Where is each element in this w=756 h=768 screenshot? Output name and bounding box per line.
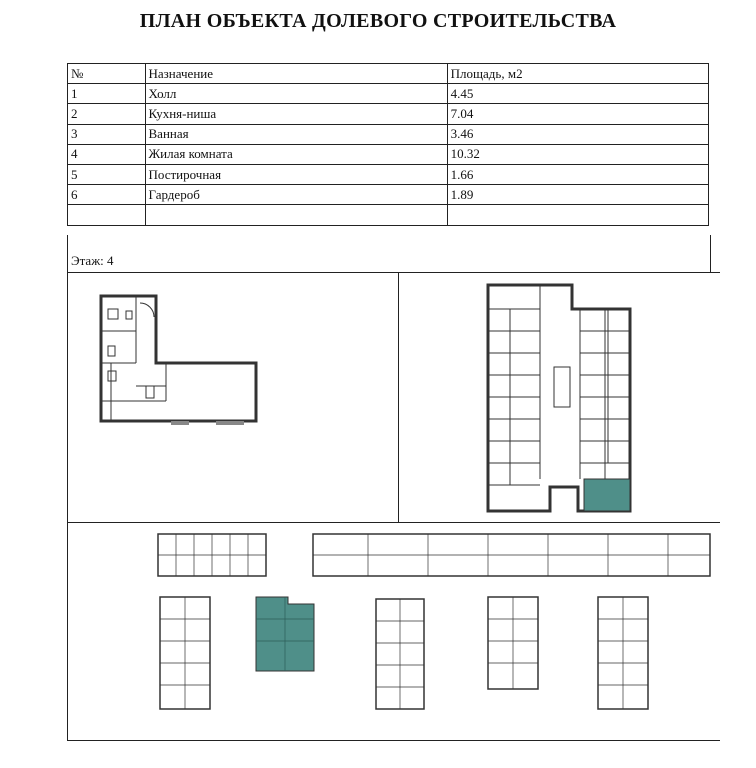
row-area: 7.04 bbox=[447, 104, 708, 124]
floor-box bbox=[67, 235, 711, 273]
apartment-plan bbox=[96, 291, 286, 431]
table-header-row bbox=[68, 64, 709, 84]
row-num: 1 bbox=[68, 84, 146, 104]
row-area: 4.45 bbox=[447, 84, 708, 104]
header-num: № bbox=[68, 64, 146, 84]
row-area: 10.32 bbox=[447, 144, 708, 164]
row-area: 1.66 bbox=[447, 164, 708, 184]
table-row bbox=[68, 84, 709, 104]
row-area: 3.46 bbox=[447, 124, 708, 144]
header-name: Назначение bbox=[145, 64, 447, 84]
floor-label: Этаж: 4 bbox=[71, 253, 114, 268]
row-name: Холл bbox=[145, 84, 447, 104]
page-title: ПЛАН ОБЪЕКТА ДОЛЕВОГО СТРОИТЕЛЬСТВА bbox=[139, 10, 617, 32]
header-area: Площадь, м2 bbox=[447, 64, 708, 84]
table-row bbox=[68, 164, 709, 184]
row-num: 3 bbox=[68, 124, 146, 144]
rooms-table bbox=[67, 63, 709, 226]
row-name: Жилая комната bbox=[145, 144, 447, 164]
building-plans-overview bbox=[138, 529, 718, 729]
row-name: Кухня-ниша bbox=[145, 104, 447, 124]
table-row bbox=[68, 185, 709, 205]
divider-horizontal bbox=[68, 522, 720, 523]
row-area: 1.89 bbox=[447, 185, 708, 205]
plans-area bbox=[67, 272, 720, 741]
row-name: Ванная bbox=[145, 124, 447, 144]
row-name: Гардероб bbox=[145, 185, 447, 205]
row-num: 2 bbox=[68, 104, 146, 124]
table-row bbox=[68, 124, 709, 144]
table-row bbox=[68, 104, 709, 124]
divider-vertical bbox=[398, 273, 399, 522]
divider-bottom bbox=[68, 740, 720, 741]
row-num: 4 bbox=[68, 144, 146, 164]
row-num: 5 bbox=[68, 164, 146, 184]
row-num: 6 bbox=[68, 185, 146, 205]
table-row-empty bbox=[68, 205, 709, 225]
floor-plan bbox=[480, 279, 650, 515]
row-name: Постирочная bbox=[145, 164, 447, 184]
table-row bbox=[68, 144, 709, 164]
